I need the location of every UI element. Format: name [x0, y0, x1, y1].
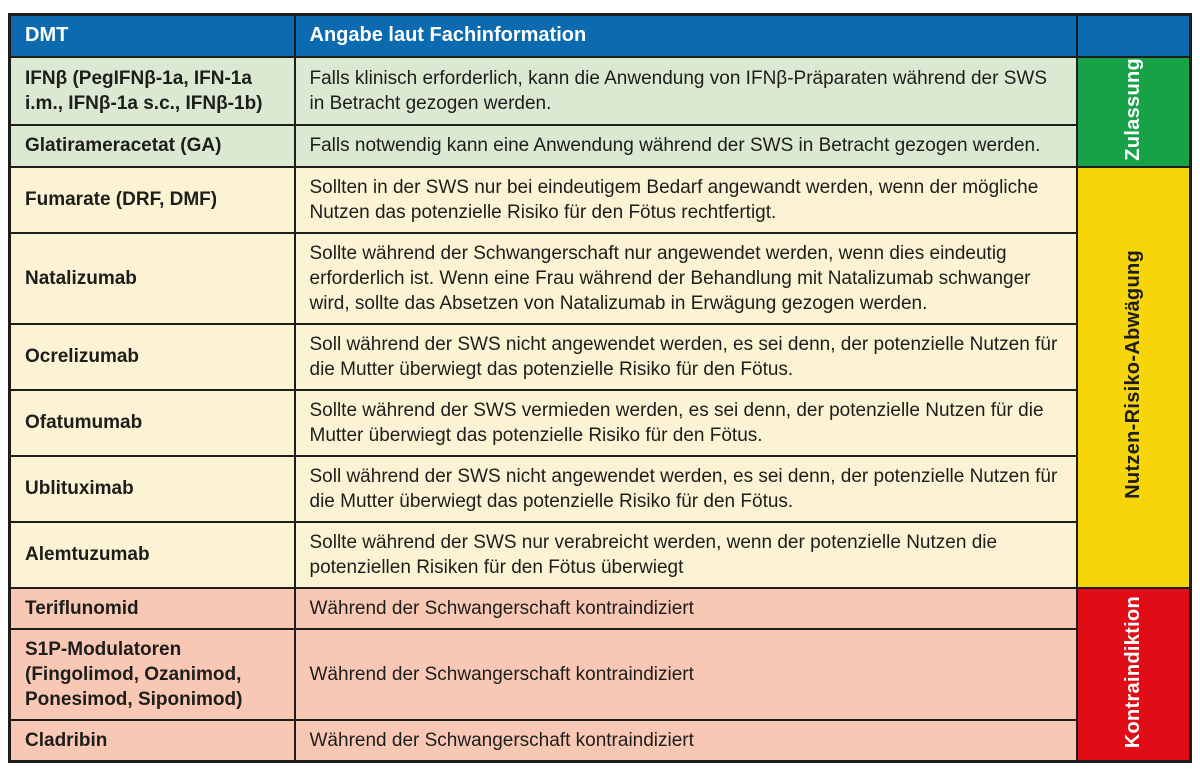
dmt-name-cell: Cladribin — [10, 720, 295, 762]
section-band-label: Zulassung — [1122, 58, 1145, 161]
fachinformation-cell: Falls notwendig kann eine Anwendung während der SWS in Betracht gezogen werden. — [295, 125, 1077, 167]
dmt-name-cell: S1P-Modulatoren (Fingolimod, Ozanimod, Ponesimod, Siponimod) — [10, 629, 295, 720]
section-band-nutzen-risiko-abwaegung — [1077, 167, 1191, 588]
dmt-name-cell: Alemtuzumab — [10, 522, 295, 588]
header-row — [10, 15, 1191, 58]
table-row — [10, 522, 1191, 588]
dmt-name-cell: Natalizumab — [10, 233, 295, 324]
header-fachinformation: Angabe laut Fachinformation — [295, 15, 1077, 58]
section-band-label: Kontraindiktion — [1122, 595, 1145, 748]
dmt-name-cell: Ublituximab — [10, 456, 295, 522]
table-body — [10, 57, 1191, 761]
dmt-name-cell: IFNβ (PegIFNβ-1a, IFN-1a i.m., IFNβ-1a s.c., IFNβ-1b) — [10, 57, 295, 125]
table-row — [10, 390, 1191, 456]
fachinformation-cell: Sollte während der Schwangerschaft nur angewendet werden, wenn dies eindeutig erforderlich ist. Wenn eine Frau während der Behandlung mit Natalizumab schwanger wird, sollte das Absetzen von Natalizumab in Erwägung gezogen werden. — [295, 233, 1077, 324]
fachinformation-cell: Soll während der SWS nicht angewendet werden, es sei denn, der potenzielle Nutzen für die Mutter überwiegt das potenzielle Risiko für den Fötus. — [295, 324, 1077, 390]
table-row — [10, 720, 1191, 762]
fachinformation-cell: Falls klinisch erforderlich, kann die Anwendung von IFNβ-Präparaten während der SWS in Betracht gezogen werden. — [295, 57, 1077, 125]
header-dmt: DMT — [10, 15, 295, 58]
table-row — [10, 629, 1191, 720]
dmt-name-cell: Ofatumumab — [10, 390, 295, 456]
section-band-kontraindiktion — [1077, 588, 1191, 762]
fachinformation-cell: Sollte während der SWS nur verabreicht werden, wenn der potenzielle Nutzen die potenziellen Risiken für den Fötus überwiegt — [295, 522, 1077, 588]
fachinformation-cell: Während der Schwangerschaft kontraindiziert — [295, 720, 1077, 762]
dmt-pregnancy-table — [8, 13, 1192, 763]
table-row — [10, 456, 1191, 522]
fachinformation-cell: Während der Schwangerschaft kontraindiziert — [295, 588, 1077, 629]
section-band-label: Nutzen-Risiko-Abwägung — [1122, 250, 1145, 500]
dmt-name-cell: Ocrelizumab — [10, 324, 295, 390]
fachinformation-cell: Soll während der SWS nicht angewendet werden, es sei denn, der potenzielle Nutzen für die Mutter überwiegt das potenzielle Risiko für den Fötus. — [295, 456, 1077, 522]
section-band-zulassung — [1077, 57, 1191, 167]
header-band-spacer — [1077, 15, 1191, 58]
dmt-name-cell: Fumarate (DRF, DMF) — [10, 167, 295, 233]
dmt-name-cell: Teriflunomid — [10, 588, 295, 629]
table-row — [10, 57, 1191, 125]
fachinformation-cell: Sollten in der SWS nur bei eindeutigem Bedarf angewandt werden, wenn der mögliche Nutzen das potenzielle Risiko für den Fötus rechtfertigt. — [295, 167, 1077, 233]
fachinformation-cell: Sollte während der SWS vermieden werden, es sei denn, der potenzielle Nutzen für die Mutter überwiegt das potenzielle Risiko für den Fötus. — [295, 390, 1077, 456]
table-row — [10, 588, 1191, 629]
fachinformation-cell: Während der Schwangerschaft kontraindiziert — [295, 629, 1077, 720]
dmt-name-cell: Glatirameracetat (GA) — [10, 125, 295, 167]
table-row — [10, 167, 1191, 233]
table-row — [10, 125, 1191, 167]
table-row — [10, 233, 1191, 324]
table-row — [10, 324, 1191, 390]
